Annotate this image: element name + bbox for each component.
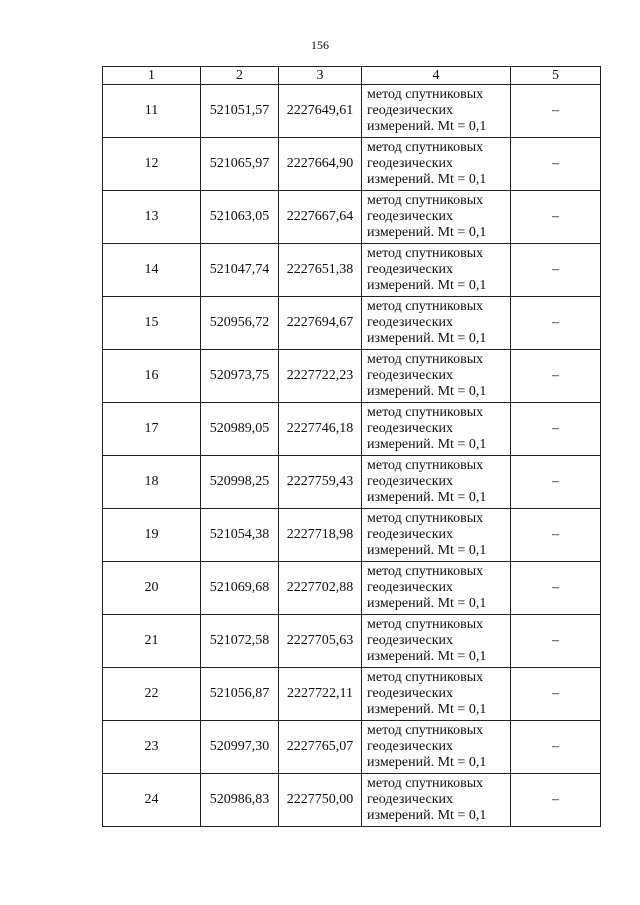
method-line: измерений. Mt = 0,1 [367, 172, 487, 187]
method-cell [362, 509, 511, 562]
y-coordinate-cell: 2227765,07 [279, 721, 362, 774]
method-line: метод спутниковых [367, 193, 484, 208]
y-coordinate-cell: 2227759,43 [279, 456, 362, 509]
note-cell: – [511, 244, 601, 297]
method-cell [362, 721, 511, 774]
method-line: измерений. Mt = 0,1 [367, 596, 487, 611]
method-line: геодезических [367, 527, 454, 542]
point-number-cell: 20 [103, 562, 201, 615]
point-number-cell: 12 [103, 138, 201, 191]
method-line: метод спутниковых [367, 458, 484, 473]
method-line: измерений. Mt = 0,1 [367, 384, 487, 399]
method-line: геодезических [367, 474, 454, 489]
method-line: геодезических [367, 633, 454, 648]
note-cell: – [511, 456, 601, 509]
method-line: геодезических [367, 315, 454, 330]
method-line: метод спутниковых [367, 405, 484, 420]
column-header-3: 3 [279, 67, 362, 85]
method-line: геодезических [367, 686, 454, 701]
note-cell: – [511, 403, 601, 456]
method-cell [362, 244, 511, 297]
method-line: геодезических [367, 580, 454, 595]
x-coordinate-cell: 520973,75 [201, 350, 279, 403]
table-row [103, 138, 601, 191]
y-coordinate-cell: 2227702,88 [279, 562, 362, 615]
y-coordinate-cell: 2227722,23 [279, 350, 362, 403]
method-line: измерений. Mt = 0,1 [367, 437, 487, 452]
method-cell [362, 456, 511, 509]
point-number-cell: 18 [103, 456, 201, 509]
method-cell [362, 615, 511, 668]
y-coordinate-cell: 2227746,18 [279, 403, 362, 456]
table-row [103, 668, 601, 721]
point-number-cell: 15 [103, 297, 201, 350]
method-cell [362, 774, 511, 827]
method-line: измерений. Mt = 0,1 [367, 225, 487, 240]
method-cell [362, 85, 511, 138]
point-number-cell: 24 [103, 774, 201, 827]
method-line: измерений. Mt = 0,1 [367, 490, 487, 505]
table-row [103, 244, 601, 297]
method-line: метод спутниковых [367, 299, 484, 314]
y-coordinate-cell: 2227667,64 [279, 191, 362, 244]
method-line: измерений. Mt = 0,1 [367, 649, 487, 664]
table-row [103, 350, 601, 403]
table-row [103, 456, 601, 509]
x-coordinate-cell: 521072,58 [201, 615, 279, 668]
method-line: геодезических [367, 368, 454, 383]
method-line: геодезических [367, 156, 454, 171]
table-header-row [103, 67, 601, 85]
note-cell: – [511, 509, 601, 562]
note-cell: – [511, 191, 601, 244]
column-header-1: 1 [103, 67, 201, 85]
method-cell [362, 668, 511, 721]
x-coordinate-cell: 521051,57 [201, 85, 279, 138]
table-row [103, 403, 601, 456]
page-number: 156 [311, 38, 329, 52]
y-coordinate-cell: 2227705,63 [279, 615, 362, 668]
note-cell: – [511, 85, 601, 138]
method-line: метод спутниковых [367, 617, 484, 632]
x-coordinate-cell: 520998,25 [201, 456, 279, 509]
point-number-cell: 21 [103, 615, 201, 668]
x-coordinate-cell: 520989,05 [201, 403, 279, 456]
note-cell: – [511, 668, 601, 721]
point-number-cell: 14 [103, 244, 201, 297]
note-cell: – [511, 615, 601, 668]
table-row [103, 85, 601, 138]
method-line: метод спутниковых [367, 564, 484, 579]
method-line: метод спутниковых [367, 140, 484, 155]
method-line: метод спутниковых [367, 776, 484, 791]
x-coordinate-cell: 521047,74 [201, 244, 279, 297]
x-coordinate-cell: 521054,38 [201, 509, 279, 562]
note-cell: – [511, 562, 601, 615]
y-coordinate-cell: 2227722,11 [279, 668, 362, 721]
method-cell [362, 138, 511, 191]
method-line: метод спутниковых [367, 246, 484, 261]
note-cell: – [511, 138, 601, 191]
method-cell [362, 191, 511, 244]
table-row [103, 191, 601, 244]
method-line: измерений. Mt = 0,1 [367, 808, 487, 823]
x-coordinate-cell: 521069,68 [201, 562, 279, 615]
method-line: геодезических [367, 209, 454, 224]
table-body [103, 85, 601, 827]
y-coordinate-cell: 2227649,61 [279, 85, 362, 138]
x-coordinate-cell: 520997,30 [201, 721, 279, 774]
x-coordinate-cell: 521065,97 [201, 138, 279, 191]
method-line: метод спутниковых [367, 723, 484, 738]
note-cell: – [511, 350, 601, 403]
point-number-cell: 22 [103, 668, 201, 721]
method-line: метод спутниковых [367, 87, 484, 102]
method-line: измерений. Mt = 0,1 [367, 119, 487, 134]
method-cell [362, 403, 511, 456]
method-line: геодезических [367, 262, 454, 277]
table-row [103, 721, 601, 774]
method-line: измерений. Mt = 0,1 [367, 278, 487, 293]
y-coordinate-cell: 2227718,98 [279, 509, 362, 562]
method-line: геодезических [367, 103, 454, 118]
point-number-cell: 11 [103, 85, 201, 138]
point-number-cell: 19 [103, 509, 201, 562]
table-row [103, 774, 601, 827]
table-row [103, 297, 601, 350]
method-line: метод спутниковых [367, 670, 484, 685]
method-line: метод спутниковых [367, 511, 484, 526]
note-cell: – [511, 297, 601, 350]
table-row [103, 562, 601, 615]
x-coordinate-cell: 520956,72 [201, 297, 279, 350]
y-coordinate-cell: 2227664,90 [279, 138, 362, 191]
method-line: измерений. Mt = 0,1 [367, 755, 487, 770]
y-coordinate-cell: 2227694,67 [279, 297, 362, 350]
method-cell [362, 297, 511, 350]
method-cell [362, 562, 511, 615]
x-coordinate-cell: 521063,05 [201, 191, 279, 244]
x-coordinate-cell: 521056,87 [201, 668, 279, 721]
method-line: геодезических [367, 739, 454, 754]
column-header-5: 5 [511, 67, 601, 85]
y-coordinate-cell: 2227651,38 [279, 244, 362, 297]
method-line: геодезических [367, 421, 454, 436]
x-coordinate-cell: 520986,83 [201, 774, 279, 827]
point-number-cell: 17 [103, 403, 201, 456]
y-coordinate-cell: 2227750,00 [279, 774, 362, 827]
point-number-cell: 16 [103, 350, 201, 403]
column-header-4: 4 [362, 67, 511, 85]
note-cell: – [511, 721, 601, 774]
table-row [103, 615, 601, 668]
method-line: измерений. Mt = 0,1 [367, 331, 487, 346]
method-cell [362, 350, 511, 403]
method-line: измерений. Mt = 0,1 [367, 543, 487, 558]
method-line: измерений. Mt = 0,1 [367, 702, 487, 717]
table-row [103, 509, 601, 562]
coordinates-table [102, 66, 601, 827]
method-line: геодезических [367, 792, 454, 807]
point-number-cell: 13 [103, 191, 201, 244]
point-number-cell: 23 [103, 721, 201, 774]
method-line: метод спутниковых [367, 352, 484, 367]
note-cell: – [511, 774, 601, 827]
column-header-2: 2 [201, 67, 279, 85]
